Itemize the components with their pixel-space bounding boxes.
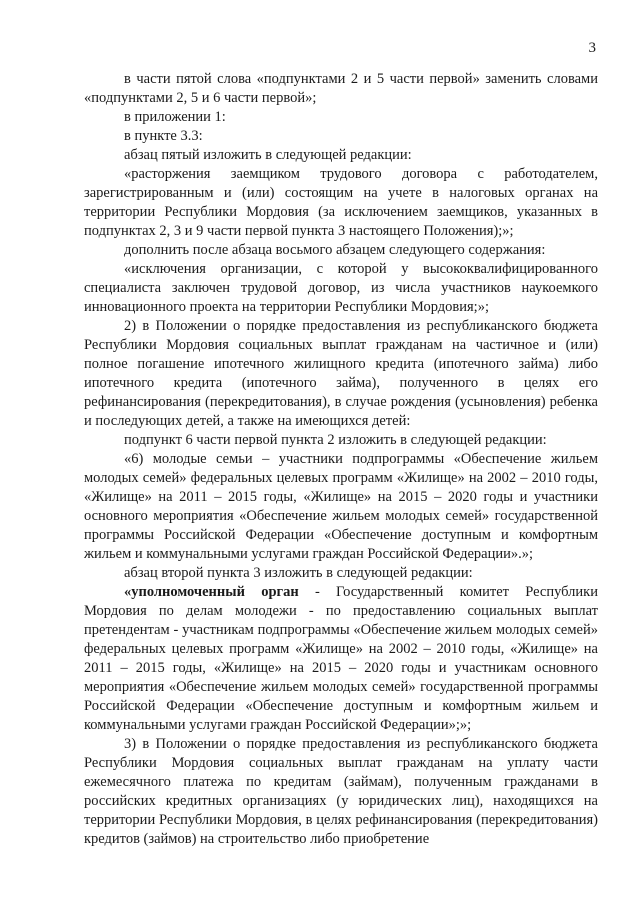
paragraph: абзац второй пункта 3 изложить в следующей редакции:: [124, 565, 473, 581]
paragraph: 3) в Положении о порядке предоставления из республиканского бюджета Республики Мордовия социальных выплат гражданам на уплату части ежемесячного платежа по кредитам (займам), полученным гражданами в российских кредитных организациях (у юридических лиц), находящихся на территории Республики Мордовия, в целях рефинансирования (перекредитования) кредитов (займов) на строительство либо приобретение: [84, 736, 598, 847]
paragraph: 2) в Положении о порядке предоставления из республиканского бюджета Республики Мордовия социальных выплат гражданам на частичное и (или) полное погашение ипотечного жилищного кредита (ипотечного займа) либо ипотечного кредита (ипотечного займа), полученного в целях его рефинансирования (перекредитования), в случае рождения (усыновления) ребенка и последующих детей, а также на имеющихся детей:: [84, 318, 598, 429]
paragraph: в части пятой слова «подпунктами 2 и 5 части первой» заменить словами «подпунктами 2, 5 и 6 части первой»;: [84, 71, 598, 106]
paragraph: «расторжения заемщиком трудового договора с работодателем, зарегистрированным и (или) состоящим на учете в налоговых органах на территории Республики Мордовия (за исключением заемщиков, указанных в подпунктах 2, 3 и 9 части первой пункта 3 настоящего Положения);»;: [84, 166, 598, 239]
paragraph: абзац пятый изложить в следующей редакции:: [124, 147, 412, 163]
paragraph: «исключения организации, с которой у высококвалифицированного специалиста заключен трудовой договор, из числа участников наукоемкого инновационного проекта на территории Республики Мордовия;»;: [84, 261, 598, 315]
paragraph: «6) молодые семьи – участники подпрограммы «Обеспечение жильем молодых семей» федеральных целевых программ «Жилище» на 2002 – 2010 годы, «Жилище» на 2011 – 2015 годы, «Жилище» на 2015 – 2020 годы и участники основного мероприятия «Обеспечение жильем молодых семей» государственной программы Российской Федерации «Обеспечение доступным и комфортным жильем и коммунальными услугами граждан Российской Федерации».»;: [84, 451, 598, 562]
paragraph: подпункт 6 части первой пункта 2 изложить в следующей редакции:: [124, 432, 547, 448]
document-body: [84, 70, 598, 849]
bold-term: «уполномоченный орган: [124, 584, 299, 600]
paragraph-text: - Государственный комитет Республики Мордовия по делам молодежи - по предоставлению социальных выплат претендентам - участникам подпрограммы «Обеспечение жильем молодых семей» федеральных целевых программ «Жилище» на 2002 – 2010 годы, «Жилище» на 2011 – 2015 годы, «Жилище» на 2015 – 2020 годы и участникам основного мероприятия «Обеспечение жильем молодых семей» государственной программы Российской Федерации «Обеспечение доступным и комфортным жильем и коммунальными услугами граждан Российской Федерации»;»;: [84, 584, 598, 733]
paragraph-authorized-body: [84, 583, 598, 735]
paragraph: дополнить после абзаца восьмого абзацем следующего содержания:: [124, 242, 546, 258]
paragraph: в приложении 1:: [124, 109, 226, 125]
paragraph: в пункте 3.3:: [124, 128, 203, 144]
page-number: 3: [588, 40, 596, 56]
